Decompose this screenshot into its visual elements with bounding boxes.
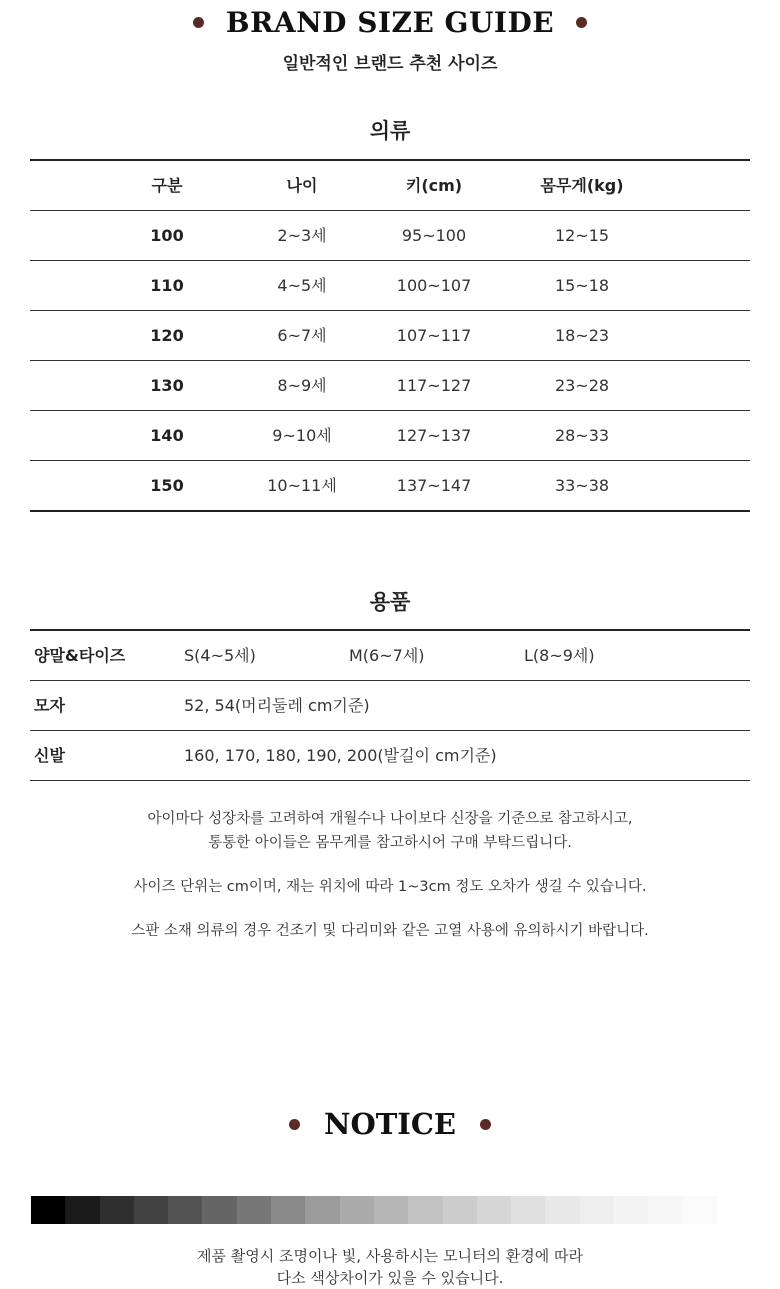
row-label: 모자 (34, 696, 65, 715)
gradient-swatch (374, 1196, 408, 1224)
notice-line: 다소 색상차이가 있을 수 있습니다. (276, 1269, 504, 1287)
bullet-dot-right (576, 17, 587, 28)
size-notes (0, 807, 780, 943)
gradient-swatch (545, 1196, 579, 1224)
row-divider (30, 780, 750, 781)
age-cell: 4~5세 (277, 276, 327, 295)
note-line: 스판 소재 의류의 경우 건조기 및 다리미와 같은 고열 사용에 유의하시기 바랍니다. (131, 923, 649, 939)
gradient-swatch (614, 1196, 648, 1224)
table-row (30, 411, 750, 460)
age-cell: 8~9세 (277, 376, 327, 395)
age-cell: 9~10세 (272, 426, 332, 445)
height-cell: 137~147 (396, 476, 472, 495)
column-header: 나이 (286, 176, 318, 195)
row-label: 양말&타이즈 (34, 646, 126, 665)
note-line: 아이마다 성장차를 고려하여 개월수나 나이보다 신장을 기준으로 참고하시고, (147, 811, 633, 827)
goods-section-title: 용품 (369, 590, 411, 614)
row-label: 신발 (34, 746, 65, 765)
size-cell: 110 (150, 276, 184, 295)
size-cell: 150 (150, 476, 184, 495)
height-cell: 95~100 (401, 226, 467, 245)
note-line: 사이즈 단위는 cm이며, 재는 위치에 따라 1~3cm 정도 오차가 생길 수 있습니다. (133, 879, 647, 895)
weight-cell: 33~38 (554, 476, 610, 495)
notice-text (0, 1245, 780, 1289)
height-cell: 100~107 (396, 276, 472, 295)
size-value: 52, 54(머리둘레 cm기준) (184, 696, 370, 715)
gradient-swatch (305, 1196, 339, 1224)
gradient-swatch (237, 1196, 271, 1224)
weight-cell: 18~23 (554, 326, 610, 345)
size-value: 160, 170, 180, 190, 200(발길이 cm기준) (184, 746, 497, 765)
bullet-dot-right (480, 1119, 491, 1130)
size-cell: 130 (150, 376, 184, 395)
table-row (30, 461, 750, 510)
color-gradient-bar (31, 1196, 717, 1224)
size-value: S(4~5세) (184, 646, 256, 665)
gradient-swatch (31, 1196, 65, 1224)
size-cell: 140 (150, 426, 184, 445)
page-subtitle: 일반적인 브랜드 추천 사이즈 (282, 54, 498, 74)
gradient-swatch (168, 1196, 202, 1224)
gradient-swatch (100, 1196, 134, 1224)
gradient-swatch (511, 1196, 545, 1224)
height-cell: 127~137 (396, 426, 472, 445)
table-row (30, 361, 750, 410)
age-cell: 6~7세 (277, 326, 327, 345)
notice-header (0, 1104, 780, 1144)
table-row (30, 311, 750, 360)
note-line: 통통한 아이들은 몸무게를 참고하시어 구매 부탁드립니다. (208, 835, 572, 851)
gradient-swatch (648, 1196, 682, 1224)
clothing-section-title: 의류 (369, 119, 411, 143)
weight-cell: 15~18 (554, 276, 610, 295)
table-row (30, 731, 750, 780)
table-row (30, 211, 750, 260)
bullet-dot-left (193, 17, 204, 28)
table-row (30, 261, 750, 310)
column-header: 몸무게(kg) (540, 176, 624, 195)
notice-title: NOTICE (323, 1107, 457, 1141)
table-row (30, 681, 750, 730)
page-title: BRAND SIZE GUIDE (225, 5, 555, 39)
size-value: M(6~7세) (349, 646, 425, 665)
gradient-swatch (683, 1196, 717, 1224)
gradient-swatch (408, 1196, 442, 1224)
table-header-row (30, 161, 750, 210)
gradient-swatch (65, 1196, 99, 1224)
notice-line: 제품 촬영시 조명이나 빛, 사용하시는 모니터의 환경에 따라 (197, 1247, 583, 1265)
height-cell: 107~117 (396, 326, 472, 345)
weight-cell: 28~33 (554, 426, 610, 445)
age-cell: 10~11세 (267, 476, 337, 495)
gradient-swatch (202, 1196, 236, 1224)
weight-cell: 23~28 (554, 376, 610, 395)
gradient-swatch (340, 1196, 374, 1224)
gradient-swatch (477, 1196, 511, 1224)
gradient-swatch (443, 1196, 477, 1224)
size-cell: 100 (150, 226, 184, 245)
column-header: 키(cm) (405, 176, 463, 195)
gradient-swatch (271, 1196, 305, 1224)
gradient-swatch (580, 1196, 614, 1224)
brand-size-guide-header (0, 2, 780, 42)
size-cell: 120 (150, 326, 184, 345)
table-bottom-rule (30, 510, 750, 512)
table-row (30, 631, 750, 680)
size-value: L(8~9세) (524, 646, 595, 665)
weight-cell: 12~15 (554, 226, 610, 245)
bullet-dot-left (289, 1119, 300, 1130)
clothing-size-table (30, 159, 750, 512)
age-cell: 2~3세 (277, 226, 327, 245)
height-cell: 117~127 (396, 376, 472, 395)
column-header: 구분 (151, 176, 183, 195)
goods-size-table (30, 629, 750, 781)
gradient-swatch (134, 1196, 168, 1224)
